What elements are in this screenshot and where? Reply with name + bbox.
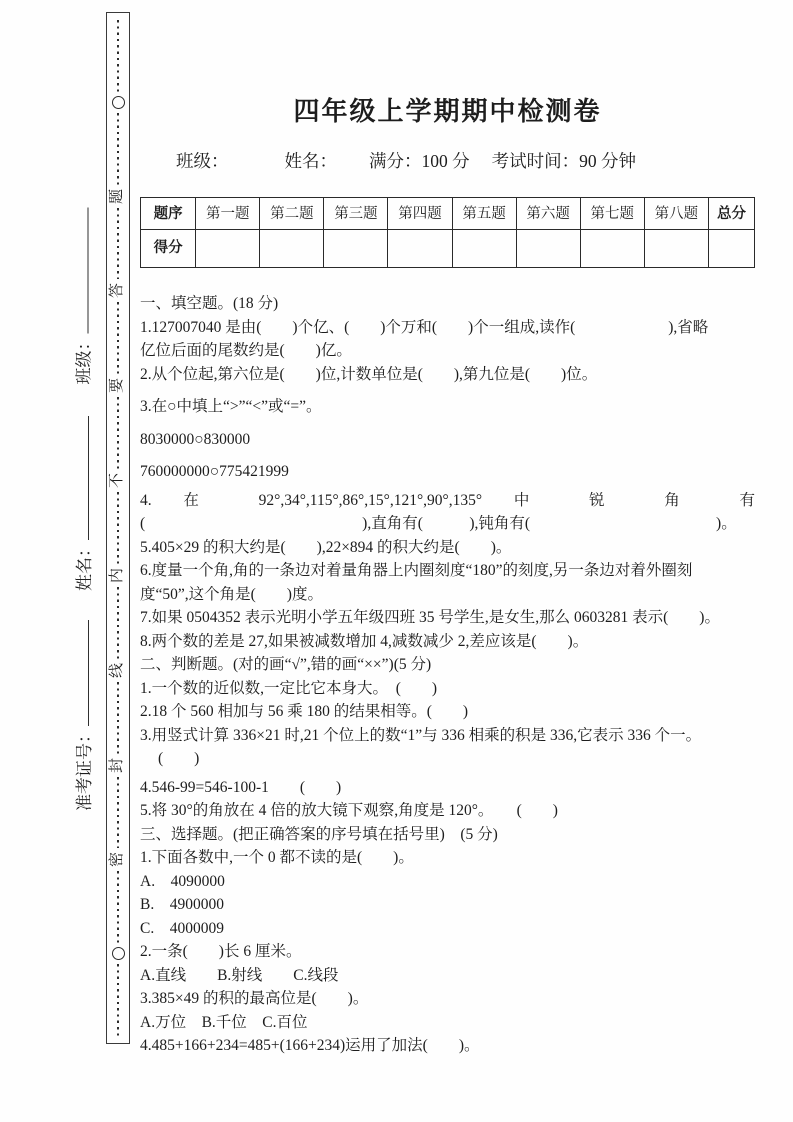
circle-mark [112, 96, 125, 109]
exam-info-row [140, 148, 755, 173]
exam-info-field: 考试时间：90 分钟 [491, 151, 636, 171]
margin-field [71, 409, 93, 591]
seal-strip-char: 答 [109, 283, 126, 299]
question-line: ( ) [158, 750, 200, 767]
question-line: 亿位后面的尾数约是( )亿。 [140, 342, 352, 359]
dotted-binding-line [117, 113, 119, 185]
question-line: 6.度量一个角,角的一条边对着量角器上内圈刻度“180”的刻度,另一条边对着外圈刻 [140, 562, 693, 579]
question-line: 2.一条( )长 6 厘米。 [140, 943, 302, 960]
question-line: 2.18 个 560 相加与 56 乘 180 的结果相等。( ) [140, 703, 469, 720]
dotted-binding-line [117, 20, 119, 92]
score-table-header-cell: 第一题 [196, 198, 260, 230]
question-line: 4. 在 92°,34°,115°,86°,15°,121°,90°,135° 中 锐 角 有 [140, 491, 755, 509]
score-cell [708, 230, 754, 268]
question-line: 4.485+166+234=485+(166+234)运用了加法( )。 [140, 1037, 480, 1054]
question-line: 1.127007040 是由( )个亿、( )个万和( )个一组成,读作( ),省略 [140, 318, 709, 336]
score-table-header-cell: 第六题 [516, 198, 580, 230]
question-line: 1.一个数的近似数,一定比它本身大。 ( ) [140, 679, 438, 697]
margin-field-label: 姓名： [74, 540, 94, 591]
question-lines [140, 292, 755, 1058]
score-table-header-cell: 题序 [141, 198, 196, 230]
seal-strip-char: 内 [109, 567, 126, 583]
page-title: 四年级上学期期中检测卷 [293, 97, 602, 126]
question-line: A.万位 B.千位 C.百位 [140, 1013, 308, 1031]
question-line: 3.在○中填上“>”“<”或“=”。 [140, 398, 322, 415]
question-line: B. 4900000 [140, 896, 224, 913]
dotted-binding-line [117, 682, 119, 754]
exam-info-field: 姓名： [284, 151, 337, 171]
margin-field [71, 611, 93, 811]
seal-strip-char: 不 [109, 473, 126, 489]
dotted-binding-line [117, 587, 119, 659]
question-line: ( ),直角有( ),钝角有( )。 [140, 515, 737, 532]
question-line: 5.405×29 的积大约是( ),22×894 的积大约是( )。 [140, 538, 512, 556]
score-table-header-cell: 总分 [708, 198, 754, 230]
question-line: 8030000○830000 [140, 430, 251, 448]
score-table-header-row [141, 198, 755, 230]
seal-strip-char: 封 [109, 757, 126, 773]
exam-info-field: 满分：100 分 [369, 151, 470, 171]
exam-content [140, 0, 755, 268]
dotted-binding-line [117, 492, 119, 564]
seal-strip-char: 密 [109, 852, 126, 868]
question-line: C. 4000009 [140, 919, 224, 937]
score-cell [260, 230, 324, 268]
score-cell [196, 230, 260, 268]
margin-field [71, 200, 93, 385]
question-line: 3.385×49 的积的最高位是( )。 [140, 990, 369, 1007]
score-row-label: 得分 [141, 230, 196, 268]
question-line: 5.将 30°的角放在 4 倍的放大镜下观察,角度是 120°。 ( ) [140, 802, 558, 819]
dotted-binding-line [117, 397, 119, 469]
score-cell [452, 230, 516, 268]
score-cell [388, 230, 452, 268]
score-cell [516, 230, 580, 268]
margin-field-blank-line [75, 620, 89, 726]
question-line: 3.用竖式计算 336×21 时,21 个位上的数“1”与 336 相乘的积是 336,它表示 336 个一。 [140, 726, 702, 744]
question-line: 7.如果 0504352 表示光明小学五年级四班 35 号学生,是女生,那么 0603281 表示( )。 [140, 609, 720, 626]
score-table-header-cell: 第七题 [580, 198, 644, 230]
question-line: 8.两个数的差是 27,如果被减数增加 4,减数减少 2,差应该是( )。 [140, 632, 589, 650]
question-line: 1.下面各数中,一个 0 都不读的是( )。 [140, 849, 414, 866]
score-table [140, 197, 755, 268]
dotted-binding-line [117, 964, 119, 1036]
margin-field-blank-line [75, 416, 89, 540]
margin-field-label: 准考证号： [74, 726, 94, 811]
question-line: 760000000○775421999 [140, 463, 289, 480]
question-line: 4.546-99=546-100-1 ( ) [140, 778, 342, 796]
question-line: 度“50”,这个角是( )度。 [140, 585, 323, 603]
score-table-header-cell: 第五题 [452, 198, 516, 230]
question-line: 二、判断题。(对的画“√”,错的画“××”)(5 分) [140, 656, 432, 673]
score-cell [644, 230, 708, 268]
score-table-header-cell: 第四题 [388, 198, 452, 230]
question-line: 三、选择题。(把正确答案的序号填在括号里) (5 分) [140, 825, 498, 843]
score-table-header-cell: 第二题 [260, 198, 324, 230]
question-line: 一、填空题。(18 分) [140, 295, 279, 312]
margin-field-label: 班级： [74, 333, 93, 385]
score-cell [580, 230, 644, 268]
question-line: A.直线 B.射线 C.线段 [140, 966, 339, 984]
seal-strip-char: 题 [109, 188, 126, 204]
dotted-binding-line [117, 302, 119, 374]
score-table-header-cell: 第八题 [644, 198, 708, 230]
seal-strip-char: 要 [109, 378, 126, 394]
score-table-score-row [141, 230, 755, 268]
score-cell [324, 230, 388, 268]
dotted-binding-line [117, 777, 119, 849]
dotted-binding-line [117, 208, 119, 280]
seal-strip [106, 12, 130, 1044]
seal-strip-char: 线 [109, 662, 126, 678]
dotted-binding-line [117, 871, 119, 943]
exam-info-field: 班级： [176, 151, 229, 171]
circle-mark [112, 947, 125, 960]
margin-field-blank-line [75, 208, 89, 334]
question-line: 2.从个位起,第六位是( )位,计数单位是( ),第九位是( )位。 [140, 365, 598, 383]
score-table-header-cell: 第三题 [324, 198, 388, 230]
question-line: A. 4090000 [140, 872, 225, 890]
